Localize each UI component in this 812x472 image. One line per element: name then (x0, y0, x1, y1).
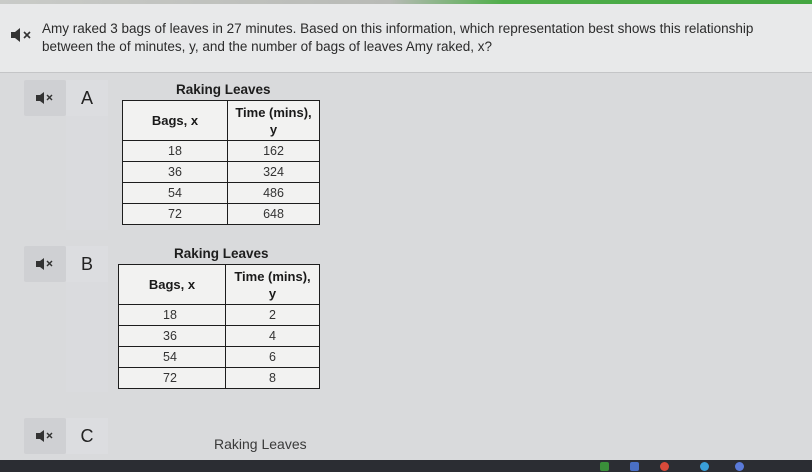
raking-leaves-table-a (122, 100, 320, 225)
table-title: Raking Leaves (214, 436, 307, 452)
table-row: 18 2 (119, 305, 320, 326)
table-row: 72 648 (123, 204, 320, 225)
option-b-speaker-button[interactable] (24, 246, 66, 282)
table-row: 72 8 (119, 368, 320, 389)
table-row: 54 486 (123, 183, 320, 204)
option-letter: C (80, 426, 94, 446)
column-header-time: Time (mins), y (226, 265, 320, 305)
option-b-side-panel (66, 282, 108, 392)
question-text: Amy raked 3 bags of leaves in 27 minutes. Based on this information, which representation best shows this relationship between the of minutes, y, and the number of bags of leaves Amy raked, x? (42, 21, 754, 54)
option-a-letter-box (66, 80, 108, 116)
speaker-muted-icon[interactable] (9, 27, 35, 43)
table-row: 36 4 (119, 326, 320, 347)
app-icon[interactable] (630, 462, 639, 471)
option-a-side-panel (66, 116, 108, 230)
app-icon[interactable] (735, 462, 744, 471)
app-icon[interactable] (700, 462, 709, 471)
option-letter: A (80, 88, 93, 108)
column-header-bags: Bags, x (119, 265, 226, 305)
app-icon[interactable] (600, 462, 609, 471)
option-c-letter-box (66, 418, 108, 454)
table-row: 18 162 (123, 141, 320, 162)
speaker-muted-icon (35, 91, 55, 105)
column-header-bags: Bags, x (123, 101, 228, 141)
option-a-speaker-button[interactable] (24, 80, 66, 116)
question-panel (0, 4, 812, 73)
chrome-icon[interactable] (660, 462, 669, 471)
raking-leaves-table-b (118, 264, 320, 389)
table-row: 36 324 (123, 162, 320, 183)
table-title: Raking Leaves (176, 82, 271, 97)
speaker-muted-icon (35, 257, 55, 271)
table-row: 54 6 (119, 347, 320, 368)
taskbar (0, 460, 812, 472)
option-letter: B (80, 254, 93, 274)
column-header-time: Time (mins), y (228, 101, 320, 141)
option-b-letter-box (66, 246, 108, 282)
option-c-speaker-button[interactable] (24, 418, 66, 454)
table-title: Raking Leaves (174, 246, 269, 261)
speaker-muted-icon (35, 429, 55, 443)
